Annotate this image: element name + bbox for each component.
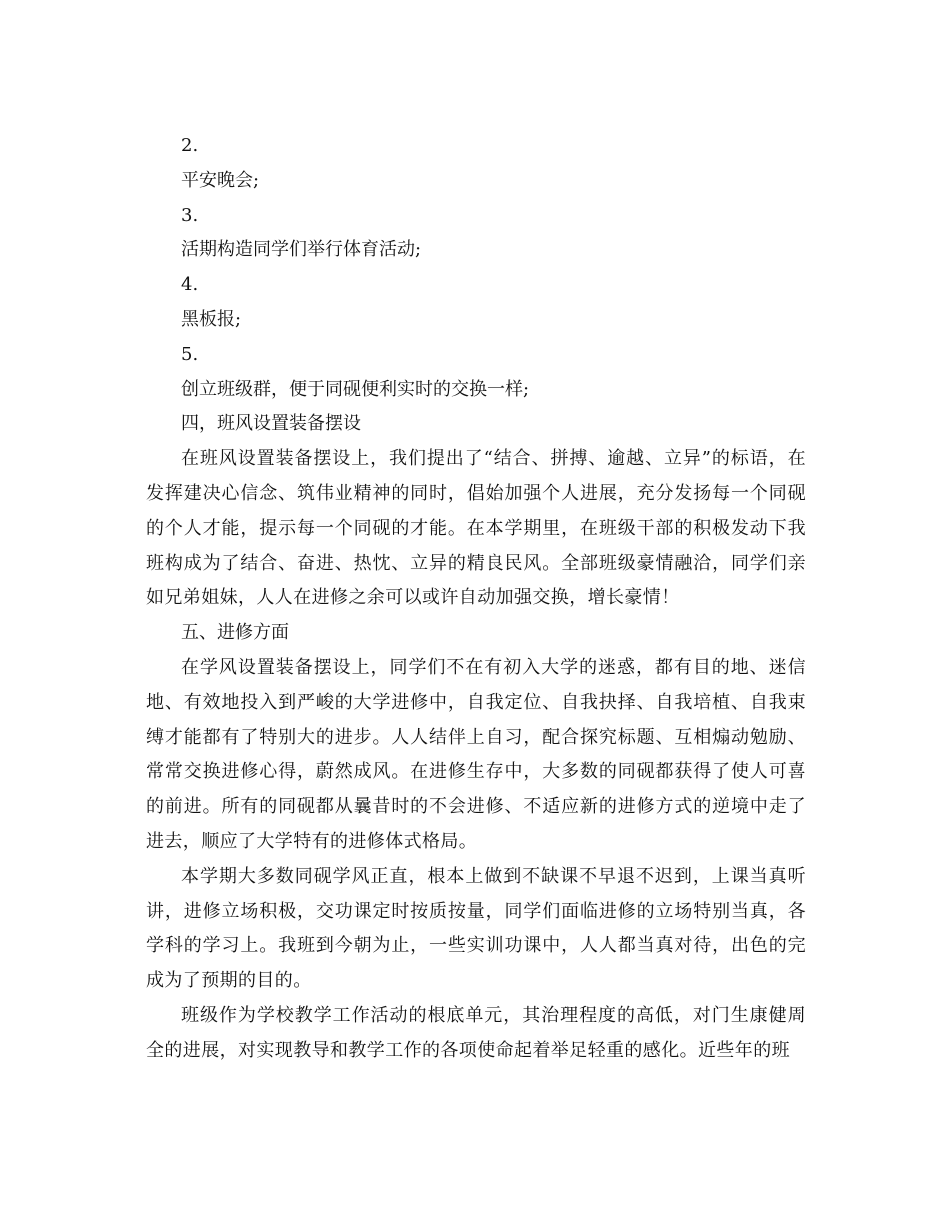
paragraph-study-style: 在学风设置装备摆设上，同学们不在有初入大学的迷惑，都有目的地、迷信地、有效地投入到严峻的大学进修中，自我定位、自我抉择、自我培植、自我束缚才能都有了特别大的进步。人人结伴上自习，配合探究标题、互相煽动勉励、常常交换进修心得，蔚然成风。在进修生存中，大多数的同砚都获得了使人可喜的前进。所有的同砚都从曩昔时的不会进修、不适应新的进修方式的逆境中走了进去，顺应了大学特有的进修体式格局。 [146,656,806,852]
list-item-text: 黑板报; [181,308,242,330]
paragraph-class-style: 在班风设置装备摆设上，我们提出了“结合、拼搏、逾越、立异”的标语，在发挥建决心信念、筑伟业精神的同时，倡始加强个人进展，充分发扬每一个同砚的个人才能，提示每一个同砚的才能。在本学期里，在班级干部的积极发动下我班构成为了结合、奋进、热忱、立异的精良民风。全部班级豪情融洽，同学们亲如兄弟姐妹，人人在进修之余可以或许自动加强交换，增长豪情！ [146,448,806,609]
list-item-number: 2. [181,135,199,156]
list-item-number: 5. [181,343,199,365]
paragraph-class-management: 班级作为学校教学工作活动的根底单元，其治理程度的高低，对门生康健周全的进展，对实现教导和教学工作的各项使命起着举足轻重的感化。近些年的班 [146,1004,806,1061]
section-heading-class-style: 四，班风设置装备摆设 [181,413,361,435]
list-item-text: 活期构造同学们举行体育活动; [181,239,422,261]
section-heading-study: 五、进修方面 [181,622,289,644]
paragraph-study-attitude: 本学期大多数同砚学风正直，根本上做到不缺课不早退不迟到，上课当真听讲，进修立场积极，交功课定时按质按量，同学们面临进修的立场特别当真，各学科的学习上。我班到今朝为止，一些实训功课中，人人都当真对待，出色的完成为了预期的目的。 [146,865,806,992]
list-item-text: 创立班级群，便于同砚便利实时的交换一样; [181,378,530,400]
list-item-text: 平安晚会; [181,169,260,191]
document-body [146,129,806,1069]
list-item-number: 4. [181,274,199,296]
list-item-number: 3. [181,204,199,226]
